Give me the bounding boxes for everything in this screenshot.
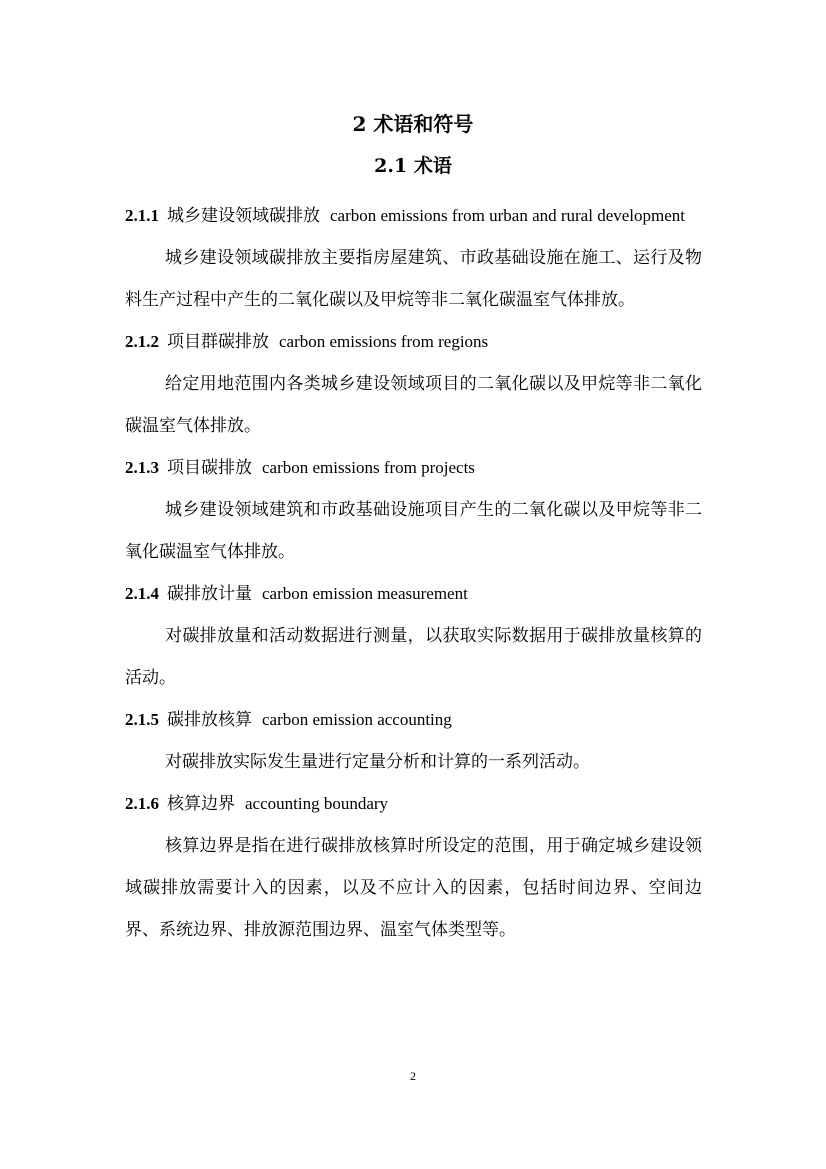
term-number: 2.1.1 (125, 206, 159, 225)
term-entry-2-1-5 (125, 699, 702, 783)
term-english: accounting boundary (245, 794, 389, 813)
term-chinese: 核算边界 (167, 794, 235, 814)
term-chinese: 碳排放核算 (167, 710, 252, 730)
term-definition: 城乡建设领域碳排放主要指房屋建筑、市政基础设施在施工、运行及物料生产过程中产生的二氧化碳以及甲烷等非二氧化碳温室气体排放。 (125, 248, 702, 310)
section-title: 2.1 术语 (374, 155, 452, 177)
term-entry-2-1-2 (125, 321, 702, 447)
term-number: 2.1.6 (125, 794, 159, 813)
term-definition: 对碳排放实际发生量进行定量分析和计算的一系列活动。 (165, 752, 590, 772)
term-chinese: 项目群碳排放 (167, 332, 269, 352)
term-english: carbon emissions from projects (262, 458, 475, 477)
term-number: 2.1.2 (125, 332, 159, 351)
term-entry-2-1-4 (125, 573, 702, 699)
term-heading (125, 783, 702, 825)
term-number: 2.1.5 (125, 710, 159, 729)
term-definition: 对碳排放量和活动数据进行测量，以获取实际数据用于碳排放量核算的活动。 (125, 626, 702, 688)
term-english: carbon emission measurement (262, 584, 468, 603)
chapter-title: 2 术语和符号 (352, 112, 474, 136)
term-heading (125, 321, 702, 363)
term-definition: 城乡建设领域建筑和市政基础设施项目产生的二氧化碳以及甲烷等非二氧化碳温室气体排放。 (125, 500, 702, 562)
term-english: carbon emissions from regions (279, 332, 489, 351)
term-chinese: 城乡建设领域碳排放 (167, 206, 320, 226)
term-number: 2.1.4 (125, 584, 159, 603)
term-definition: 核算边界是指在进行碳排放核算时所设定的范围，用于确定城乡建设领域碳排放需要计入的因素，以及不应计入的因素，包括时间边界、空间边界、系统边界、排放源范围边界、温室气体类型等。 (125, 836, 702, 940)
term-chinese: 项目碳排放 (167, 458, 252, 478)
term-number: 2.1.3 (125, 458, 159, 477)
term-heading (125, 447, 702, 489)
term-heading (125, 573, 702, 615)
term-english: carbon emission accounting (262, 710, 452, 729)
term-heading (125, 699, 702, 741)
term-chinese: 碳排放计量 (167, 584, 252, 604)
term-heading (125, 195, 702, 237)
term-entry-2-1-1 (125, 195, 702, 321)
term-entry-2-1-6 (125, 783, 702, 951)
term-entry-2-1-3 (125, 447, 702, 573)
term-definition: 给定用地范围内各类城乡建设领域项目的二氧化碳以及甲烷等非二氧化碳温室气体排放。 (125, 374, 702, 436)
page-number: 2 (410, 1069, 416, 1083)
terms-list (125, 195, 702, 951)
term-english: carbon emissions from urban and rural development (330, 206, 686, 225)
